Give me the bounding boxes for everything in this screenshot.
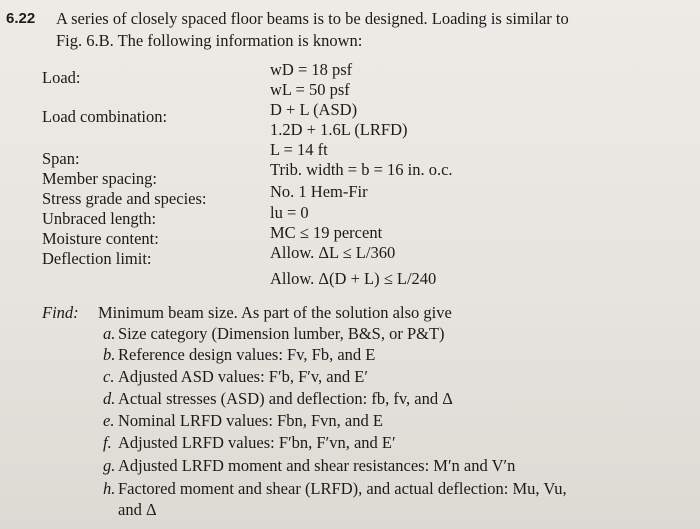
find-item-f <box>103 433 396 453</box>
item-text: Adjusted LRFD values: F′bn, F′vn, and E′ <box>118 433 396 452</box>
find-item-a <box>103 324 445 344</box>
item-letter: g. <box>103 456 116 475</box>
item-text: Adjusted LRFD moment and shear resistances: M′n and V′n <box>118 456 516 475</box>
find-label: Find: <box>42 303 79 322</box>
load-label: Load: <box>42 68 81 87</box>
problem-number: 6.22 <box>6 10 36 27</box>
item-text: Reference design values: Fv, Fb, and E <box>118 345 376 364</box>
moisture-content-label: Moisture content: <box>42 229 159 248</box>
item-letter: c. <box>103 367 115 386</box>
find-item-b <box>103 345 375 365</box>
combo-asd-value: D + L (ASD) <box>270 100 358 119</box>
item-text: Nominal LRFD values: Fbn, Fvn, and E <box>118 411 383 430</box>
item-letter: e. <box>103 411 115 430</box>
item-letter: f. <box>103 433 112 452</box>
load-combination-label: Load combination: <box>42 107 168 126</box>
item-text: Adjusted ASD values: F′b, F′v, and E′ <box>118 367 368 386</box>
deflection-limit-label: Deflection limit: <box>42 249 152 268</box>
intro-line-2: Fig. 6.B. The following information is known: <box>56 31 363 50</box>
combo-lrfd-value: 1.2D + 1.6L (LRFD) <box>270 120 408 139</box>
find-item-c <box>103 367 368 387</box>
unbraced-length-label: Unbraced length: <box>42 209 157 228</box>
load-dead-value: wD = 18 psf <box>270 60 353 79</box>
member-spacing-label: Member spacing: <box>42 169 158 188</box>
deflection-total-value: Allow. Δ(D + L) ≤ L/240 <box>270 269 437 288</box>
item-letter: a. <box>103 324 116 343</box>
unbraced-length-value: lu = 0 <box>270 203 309 222</box>
find-intro: Minimum beam size. As part of the solution also give <box>98 303 452 322</box>
item-text: Size category (Dimension lumber, B&S, or P&T) <box>118 324 445 343</box>
item-letter: b. <box>103 345 116 364</box>
span-label: Span: <box>42 149 80 168</box>
stress-grade-label: Stress grade and species: <box>42 189 207 208</box>
span-value: L = 14 ft <box>270 140 328 159</box>
deflection-live-value: Allow. ΔL ≤ L/360 <box>270 243 396 262</box>
member-spacing-value: Trib. width = b = 16 in. o.c. <box>270 160 453 179</box>
load-live-value: wL = 50 psf <box>270 80 350 99</box>
item-letter: h. <box>103 479 116 498</box>
item-text: Factored moment and shear (LRFD), and actual deflection: Mu, Vu, <box>118 479 567 498</box>
find-item-g <box>103 456 515 476</box>
item-text: Actual stresses (ASD) and deflection: fb, fv, and Δ <box>118 389 453 408</box>
moisture-content-value: MC ≤ 19 percent <box>270 223 383 242</box>
intro-line-1: A series of closely spaced floor beams is to be designed. Loading is similar to <box>56 9 569 28</box>
find-item-h <box>103 479 567 499</box>
item-letter: d. <box>103 389 116 408</box>
find-item-d <box>103 389 453 409</box>
find-item-h-continuation: and Δ <box>118 500 157 519</box>
find-item-e <box>103 411 383 431</box>
stress-grade-value: No. 1 Hem-Fir <box>270 182 368 201</box>
